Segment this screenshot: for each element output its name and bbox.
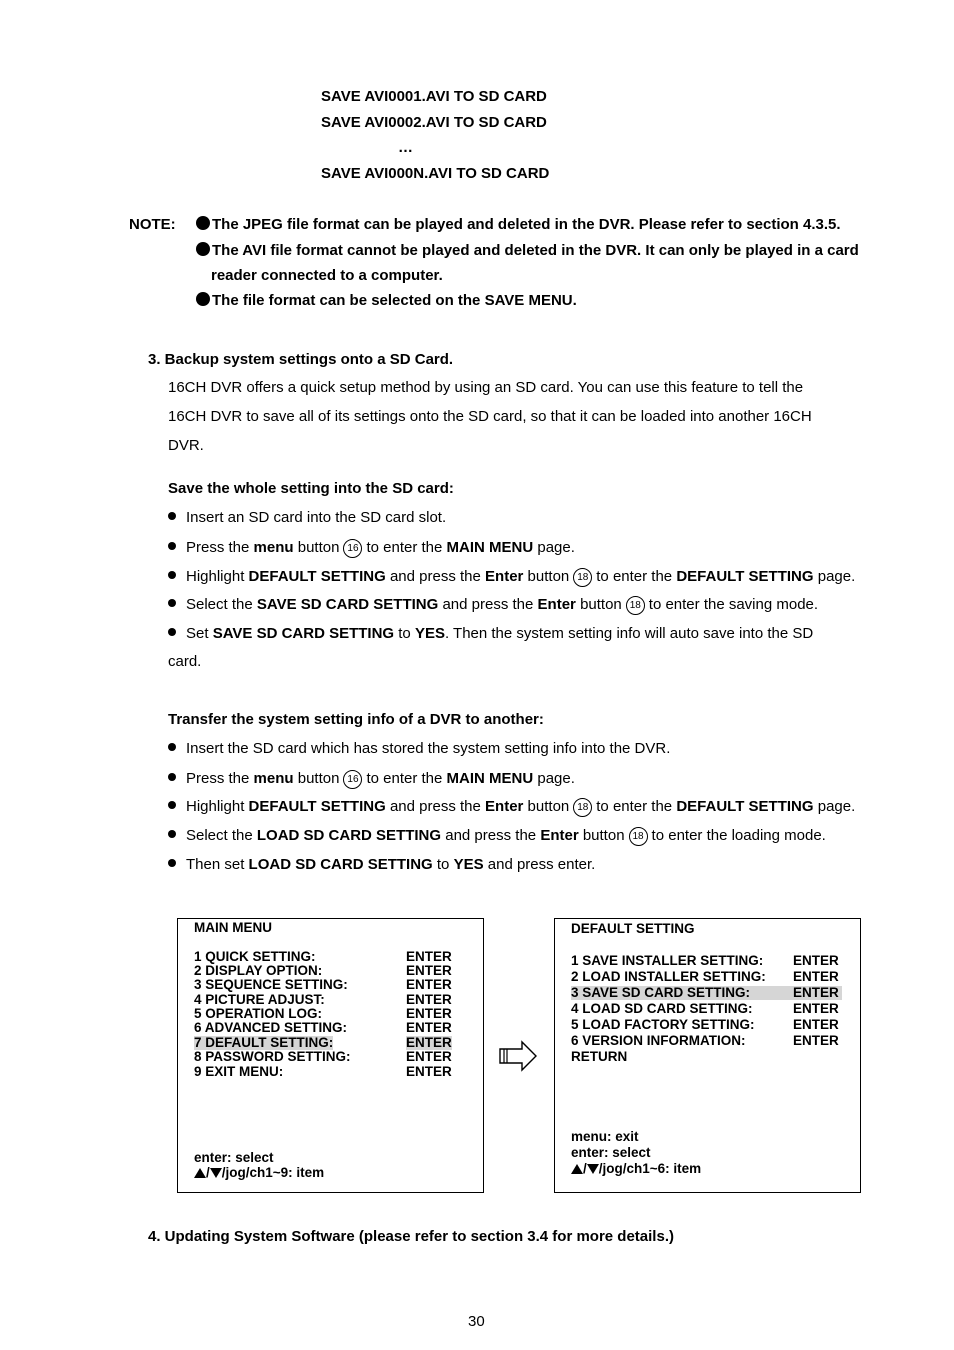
bullet-icon: [168, 512, 176, 520]
default-footer-item: / /jog/ch1~6: item: [571, 1162, 701, 1176]
save-bullet-3: Highlight DEFAULT SETTING and press the Enter button 18 to enter the DEFAULT SETTING page.: [168, 568, 855, 587]
button-16-icon: 16: [343, 539, 362, 558]
save-bullet-4: Select the SAVE SD CARD SETTING and press the Enter button 18 to enter the saving mode.: [168, 596, 818, 615]
down-arrow-icon: [210, 1168, 222, 1178]
default-footer-exit: menu: exit: [571, 1129, 639, 1144]
transfer-bullet-4: Select the LOAD SD CARD SETTING and press the Enter button 18 to enter the loading mode.: [168, 827, 826, 846]
button-16-icon: 16: [343, 770, 362, 789]
transfer-bullet-2: Press the menu button 16 to enter the MAIN MENU page.: [168, 770, 575, 789]
default-row-save-sd-card: 3 SAVE SD CARD SETTING: ENTER: [571, 986, 842, 1000]
transfer-bullet-3: Highlight DEFAULT SETTING and press the Enter button 18 to enter the DEFAULT SETTING page.: [168, 798, 855, 817]
bullet-icon: [196, 216, 210, 230]
bullet-icon: [168, 542, 176, 550]
note-item-2: The AVI file format cannot be played and deleted in the DVR. It can only be played in a card: [196, 242, 859, 259]
default-setting-screen: DEFAULT SETTING 1 SAVE INSTALLER SETTING: ENTER 2 LOAD INSTALLER SETTING: ENTER 3 SAVE SD CARD SETTING: ENTER 4 LOAD SD CARD SETTING: ENTER 5 LOAD FACTORY SETTING: ENTER 6 VERSION INFORMATION: ENTER RETURN menu: exit enter: select / /jog/ch1~6: item: [554, 918, 861, 1193]
bullet-icon: [196, 242, 210, 256]
save-bullet-5: Set SAVE SD CARD SETTING to YES. Then the system setting info will auto save into the SD: [168, 625, 813, 642]
button-18-icon: 18: [573, 798, 592, 817]
section-3-para-1: 16CH DVR offers a quick setup method by using an SD card. You can use this feature to tell the: [168, 379, 804, 396]
save-line-ellipsis: …: [398, 139, 413, 156]
button-18-icon: 18: [573, 568, 592, 587]
right-arrow-icon: [498, 1040, 538, 1072]
save-bullet-2: Press the menu button 16 to enter the MAIN MENU page.: [168, 539, 575, 558]
note-item-3: The file format can be selected on the SAVE MENU.: [196, 292, 577, 309]
save-line-3: SAVE AVI000N.AVI TO SD CARD: [321, 165, 550, 182]
main-menu-footer-item: / /jog/ch1~9: item: [194, 1166, 324, 1180]
main-menu-footer-select: enter: select: [194, 1150, 274, 1165]
save-bullet-5-cont: card.: [168, 653, 202, 670]
button-18-icon: 18: [626, 596, 645, 615]
bullet-icon: [168, 773, 176, 781]
bullet-icon: [168, 859, 176, 867]
down-arrow-icon: [587, 1164, 599, 1174]
transfer-subheading: Transfer the system setting info of a DVR to another:: [168, 711, 544, 728]
section-3-para-2: 16CH DVR to save all of its settings onto the SD card, so that it can be loaded into another 16CH: [168, 408, 812, 425]
bullet-icon: [168, 599, 176, 607]
bullet-icon: [168, 801, 176, 809]
section-3-para-3: DVR.: [168, 437, 204, 454]
default-setting-title: DEFAULT SETTING: [571, 921, 695, 936]
up-arrow-icon: [194, 1168, 206, 1178]
save-subheading: Save the whole setting into the SD card:: [168, 480, 454, 497]
section-4-heading: 4. Updating System Software (please refer to section 3.4 for more details.): [148, 1228, 674, 1245]
button-18-icon: 18: [629, 827, 648, 846]
note-item-2-cont: reader connected to a computer.: [211, 267, 443, 284]
save-line-1: SAVE AVI0001.AVI TO SD CARD: [321, 88, 547, 105]
bullet-icon: [168, 571, 176, 579]
bullet-icon: [168, 830, 176, 838]
note-item-1: The JPEG file format can be played and deleted in the DVR. Please refer to section 4.3.5.: [196, 216, 841, 233]
transfer-bullet-5: Then set LOAD SD CARD SETTING to YES and press enter.: [168, 856, 595, 873]
bullet-icon: [196, 292, 210, 306]
section-3-heading: 3. Backup system settings onto a SD Card.: [148, 351, 454, 368]
bullet-icon: [168, 743, 176, 751]
up-arrow-icon: [571, 1164, 583, 1174]
main-menu-title: MAIN MENU: [194, 920, 272, 935]
main-menu-screen: MAIN MENU 1 QUICK SETTING: ENTER 2 DISPLAY OPTION: ENTER 3 SEQUENCE SETTING: ENTER 4 PICTURE ADJUST: ENTER 5 OPERATION LOG: ENTER 6 ADVANCED SETTING: ENTER 7 DEFAULT SETTING: ENTER 8 PASSWORD SETTING: ENTER 9 EXIT MENU: ENTER enter: select / /jog/ch1~9: item: [177, 918, 484, 1193]
page-number: 30: [468, 1313, 485, 1330]
save-line-2: SAVE AVI0002.AVI TO SD CARD: [321, 114, 547, 131]
transfer-bullet-1: Insert the SD card which has stored the system setting info into the DVR.: [168, 740, 670, 757]
bullet-icon: [168, 628, 176, 636]
save-bullet-1: Insert an SD card into the SD card slot.: [168, 509, 446, 526]
note-label: NOTE:: [129, 216, 176, 233]
default-footer-select: enter: select: [571, 1145, 651, 1160]
